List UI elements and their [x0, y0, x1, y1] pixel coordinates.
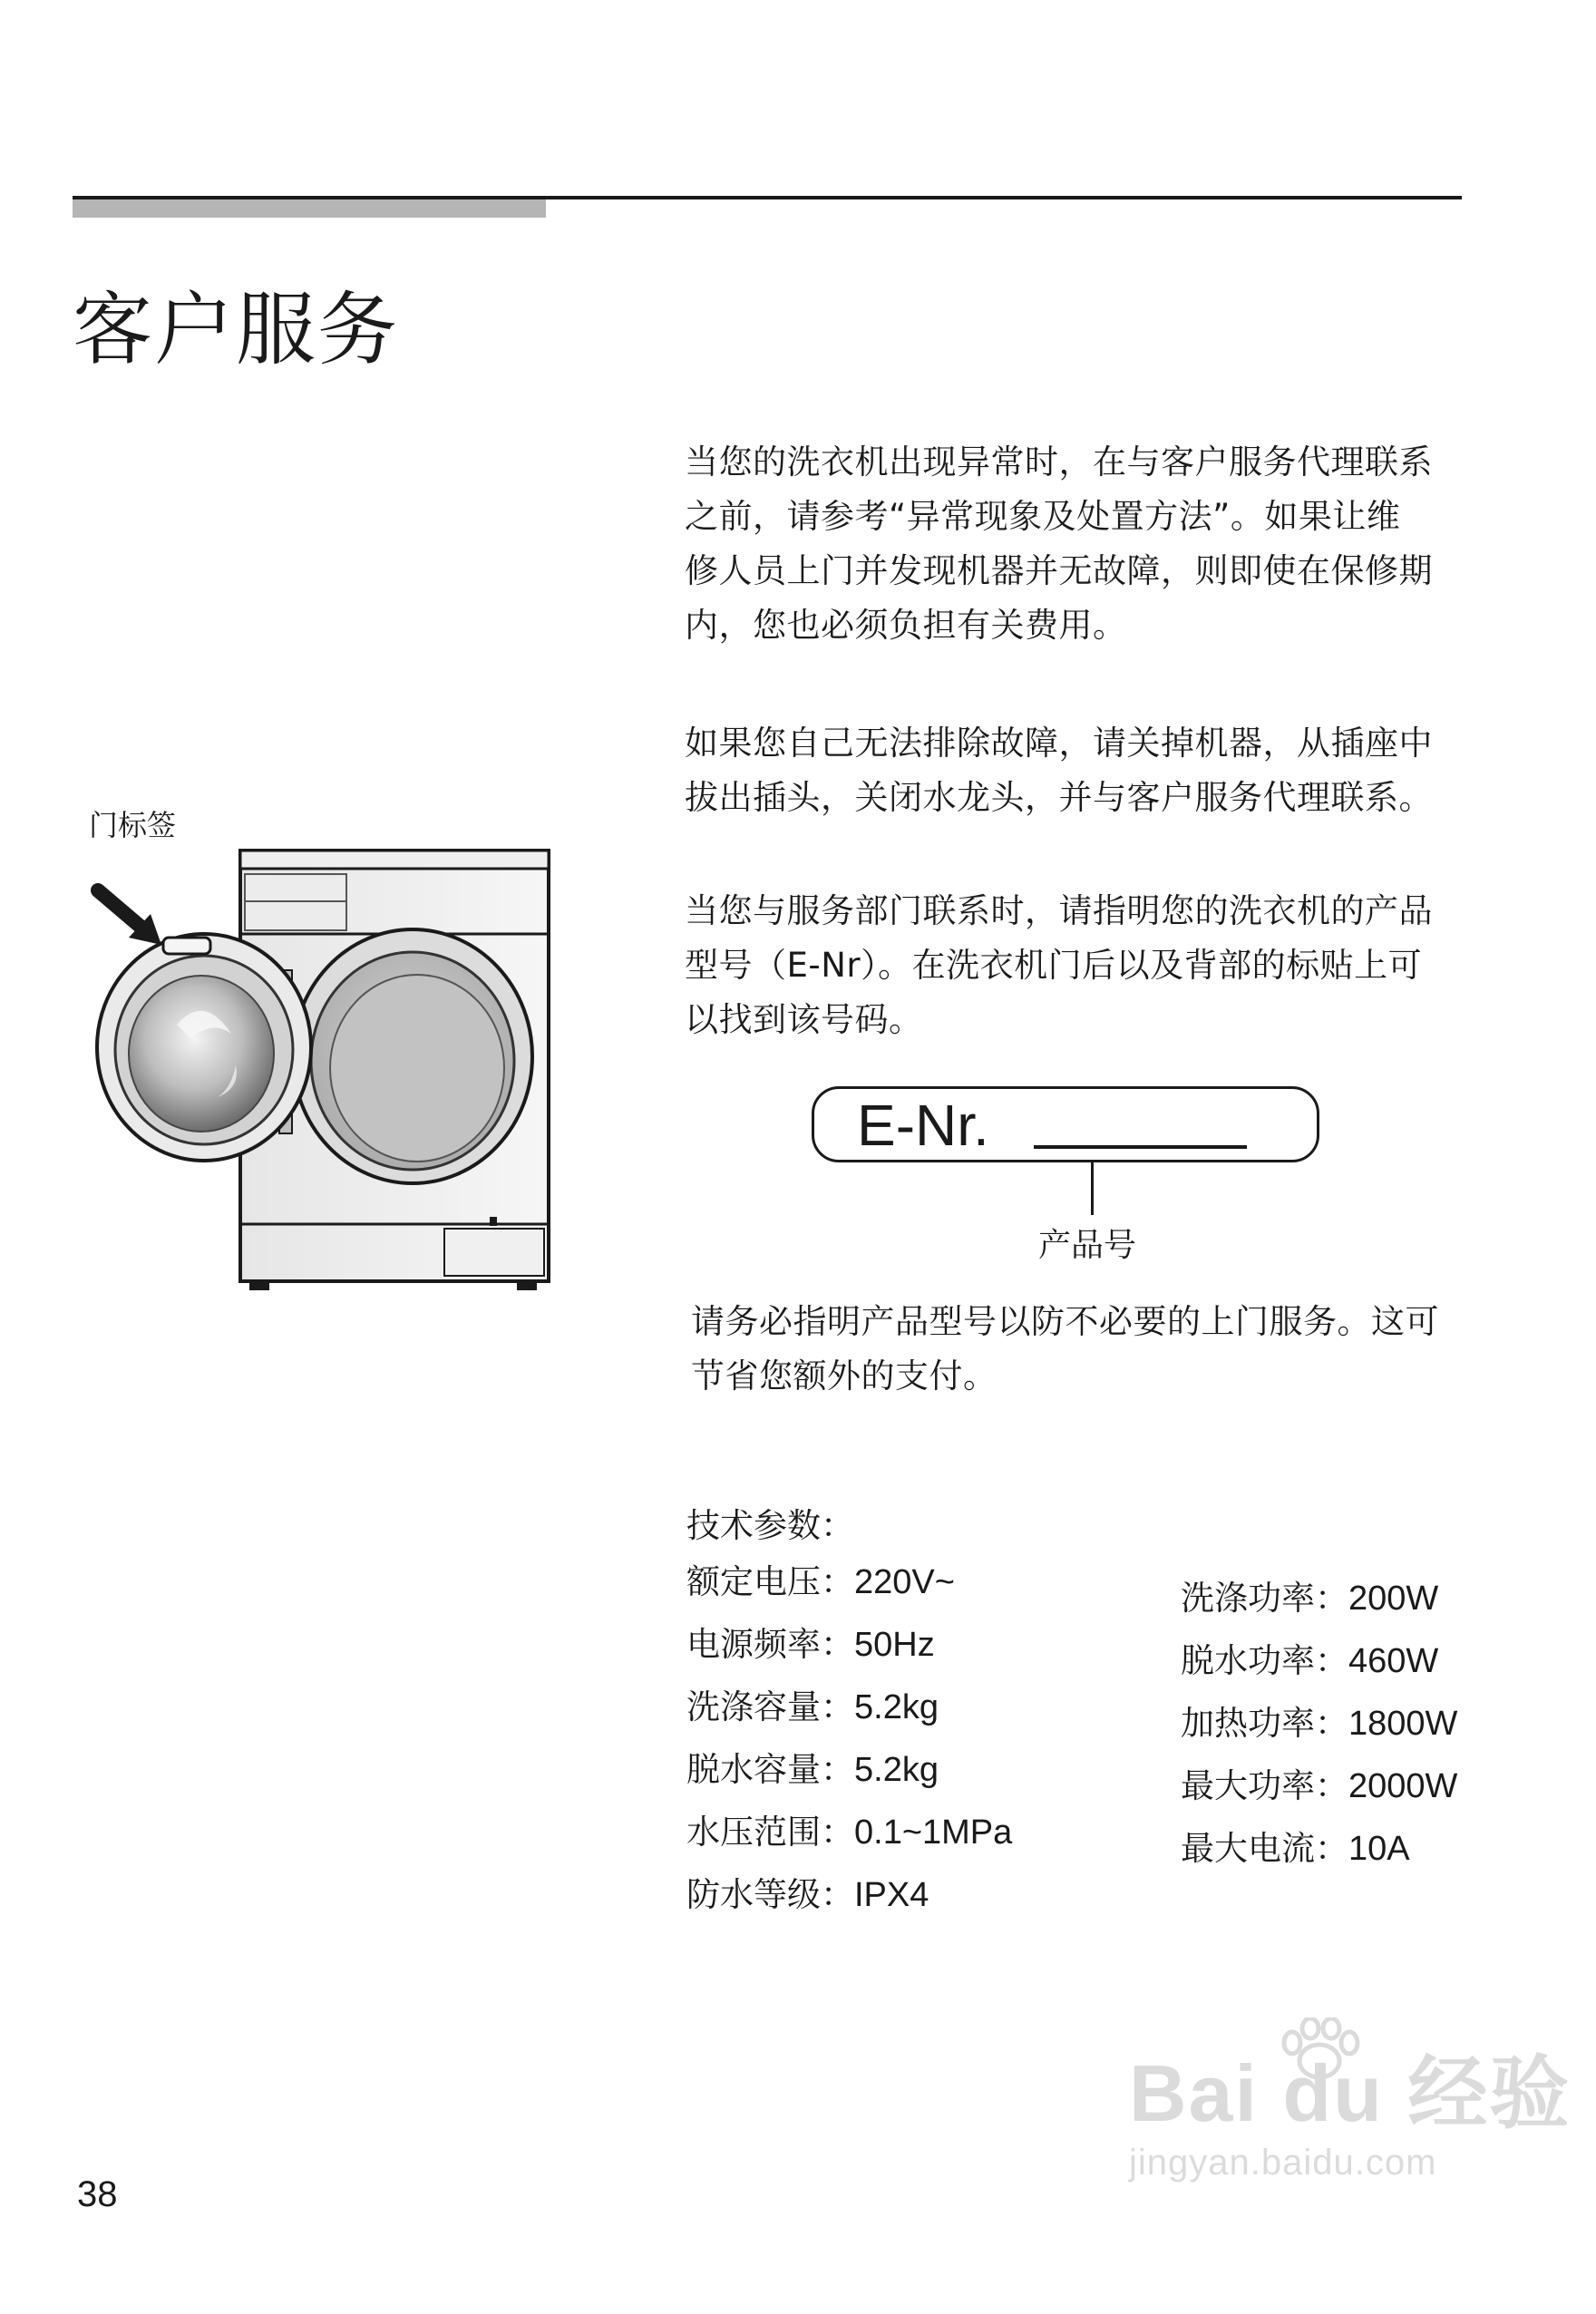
- spec-key: 洗涤容量：: [686, 1687, 854, 1726]
- text-line: 之前，请参考“异常现象及处置方法”。如果让维: [685, 497, 1401, 536]
- spec-value: 0.1~1MPa: [854, 1813, 1013, 1852]
- spec-value: 5.2kg: [854, 1751, 939, 1789]
- enr-caption: 产品号: [1038, 1227, 1137, 1264]
- spec-key: 洗涤功率：: [1181, 1579, 1348, 1618]
- spec-key: 脱水功率：: [1181, 1641, 1348, 1680]
- watermark-brand: Bai du 经验: [1129, 2048, 1572, 2138]
- spec-row: [686, 1551, 1012, 1613]
- door-label-caption: 门标签: [89, 808, 177, 842]
- enr-pointer-line: [1091, 1161, 1094, 1215]
- spec-key: 加热功率：: [1181, 1704, 1348, 1743]
- paragraph-enr-info: [685, 884, 1519, 1047]
- text-line: 如果您自己无法排除故障，请关掉机器，从插座中: [685, 724, 1433, 763]
- spec-row: [686, 1863, 1012, 1926]
- text-line: 当您与服务部门联系时，请指明您的洗衣机的产品: [685, 891, 1433, 930]
- spec-key: 额定电压：: [686, 1562, 854, 1601]
- spec-value: 200W: [1348, 1580, 1439, 1618]
- spec-key: 最大功率：: [1181, 1766, 1348, 1805]
- spec-key: 电源频率：: [686, 1625, 854, 1664]
- paw-icon: [1270, 2017, 1369, 2081]
- specs-heading: 技术参数：: [686, 1506, 854, 1545]
- spec-row: [686, 1801, 1012, 1863]
- text-line: 内，您也必须负担有关费用。: [685, 606, 1127, 645]
- header-rule: [73, 196, 1462, 199]
- enr-label: E-Nr.: [857, 1093, 989, 1158]
- text-line: 拔出插头，关闭水龙头，并与客户服务代理联系。: [685, 778, 1433, 817]
- spec-value: IPX4: [854, 1876, 929, 1914]
- spec-row: [1181, 1817, 1457, 1880]
- page-number: 38: [77, 2174, 118, 2214]
- arrow-icon: [98, 890, 161, 945]
- text-line: 修人员上门并发现机器并无故障，则即使在保修期: [685, 551, 1433, 590]
- specs-right-column: [1181, 1567, 1457, 1880]
- spec-value: 50Hz: [854, 1626, 935, 1664]
- paragraph-warranty-notice: [685, 435, 1519, 653]
- page-title: 客户服务: [73, 283, 400, 376]
- specs-left-column: [686, 1551, 1012, 1926]
- spec-row: [1181, 1567, 1457, 1629]
- text-line: 当您的洗衣机出现异常时，在与客户服务代理联系: [685, 442, 1433, 481]
- spec-row: [686, 1738, 1012, 1801]
- spec-value: 1800W: [1348, 1705, 1458, 1743]
- washing-machine-illustration: [73, 843, 562, 1297]
- spec-value: 5.2kg: [854, 1688, 939, 1726]
- paragraph-troubleshoot: [685, 716, 1519, 825]
- text-line: 请务必指明产品型号以防不必要的上门服务。这可: [691, 1302, 1439, 1341]
- spec-value: 460W: [1348, 1642, 1439, 1680]
- spec-row: [686, 1676, 1012, 1738]
- spec-key: 最大电流：: [1181, 1829, 1348, 1868]
- spec-row: [686, 1613, 1012, 1676]
- enr-blank-line: [1034, 1145, 1247, 1149]
- text-line: 节省您额外的支付。: [691, 1356, 998, 1395]
- spec-row: [1181, 1755, 1457, 1817]
- text-line: 型号（E-Nr）。在洗衣机门后以及背部的标贴上可: [685, 946, 1423, 985]
- spec-key: 水压范围：: [686, 1813, 854, 1852]
- watermark-url: jingyan.baidu.com: [1129, 2143, 1437, 2183]
- baidu-watermark: [1129, 2048, 1572, 2183]
- spec-value: 220V~: [854, 1563, 955, 1601]
- spec-key: 防水等级：: [686, 1875, 854, 1914]
- spec-value: 10A: [1348, 1830, 1410, 1868]
- text-line: 以找到该号码。: [685, 1000, 923, 1039]
- spec-key: 脱水容量：: [686, 1750, 854, 1789]
- spec-row: [1181, 1692, 1457, 1755]
- paragraph-model-reminder: [691, 1295, 1525, 1404]
- spec-row: [1181, 1629, 1457, 1692]
- spec-value: 2000W: [1348, 1767, 1458, 1805]
- header-gray-bar: [73, 199, 546, 218]
